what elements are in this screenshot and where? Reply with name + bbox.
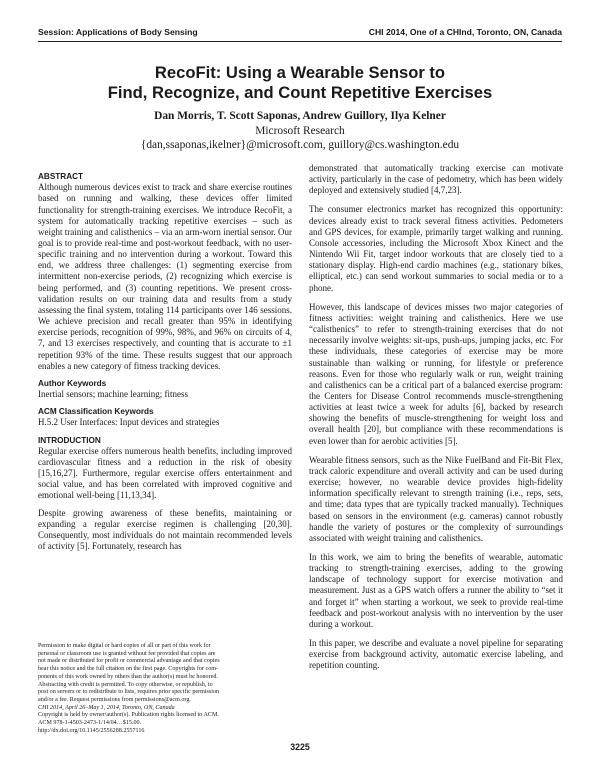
introduction-paragraph: Despite growing awareness of these benefits, maintaining or expanding a regular exercise regimen is challenging [20,30]. Consequently, most individuals do not maintain recommended levels of activity [5]. Fortunately, research has xyxy=(38,507,292,552)
footnote-line: Abstracting with credit is permitted. To copy otherwise, or republish, to xyxy=(38,681,213,688)
paper-title-line-2: Find, Recognize, and Count Repetitive Exercises xyxy=(107,83,493,102)
footnote-line: http://dx.doi.org/10.1145/2556288.2557116 xyxy=(38,727,145,734)
footnote-line: not made or distributed for profit or commercial advantage and that copies xyxy=(38,658,220,665)
body-paragraph: demonstrated that automatically tracking exercise can motivate activity, particularly in the case of pedometry, which has been widely deployed and extensively studied [4,7,23]. xyxy=(309,163,563,196)
footnote-line: post on servers or to redistribute to lists, requires prior specific permission xyxy=(38,689,220,696)
body-paragraph: Wearable fitness sensors, such as the Nike FuelBand and Fit-Bit Flex, track caloric expenditure and overall activity and can be used during exercise; however, no wearable device provides high-fidelity information specifically relevant to strength training (i.e., reps, sets, and time; data types that are typically tracked manually). Techniques based on sensors in the environment (e.g. cameras) cannot robustly handle the variety of postures or the complexity of surroundings associated with weight training and calisthenics. xyxy=(309,454,563,543)
classification-heading: ACM Classification Keywords xyxy=(38,407,154,417)
body-paragraph: The consumer electronics market has recognized this opportunity: devices already exist to track several fitness activities. Pedometers and GPS devices, for example, primarily target walking and running. Console accessories, including the Microsoft Xbox Kinect and the Nintendo Wii Fit, target indoor workouts that are closely tied to a stationary display. High-end cardio machines (e.g., stationary bikes, elliptical, etc.) can send workout summaries to social media or to a phone. xyxy=(309,204,563,293)
copyright-footnote xyxy=(38,643,294,735)
running-header-conference: CHI 2014, One of a CHInd, Toronto, ON, Canada xyxy=(368,27,562,37)
footnote-line: bear this notice and the full citation on the first page. Copyrights for com- xyxy=(38,666,219,673)
body-paragraph: However, this landscape of devices misses two major categories of fitness activities: weight training and calisthenics. Here we use “calisthenics” to refer to strength-training exercises that do not necessarily involve weights: sit-ups, push-ups, jumping jacks, etc. For these individuals, these categories of exercise may be more sustainable than walking or running, for lifestyle or preference reasons. Even for those who regularly walk or run, weight training and calisthenics can be a critical part of a balanced exercise program: the Centers for Disease Control recommends muscle-strengthening activities at least twice a week for adults [6], backed by research showing the benefits of muscle-strengthening for weight loss and overall health [20], but compliance with these recommendations is even lower than for aerobic activities [5]. xyxy=(309,301,563,446)
right-column xyxy=(309,163,563,680)
body-paragraph: In this paper, we describe and evaluate a novel pipeline for separating exercise from background activity, automatic exercise labeling, and repetition counting. xyxy=(309,638,563,671)
keywords-heading: Author Keywords xyxy=(38,378,107,388)
footnote-line: and/or a fee. Request permissions from permissions@acm.org. xyxy=(38,696,191,703)
footnote-line: ponents of this work owned by others than the author(s) must be honored. xyxy=(38,673,218,680)
keywords-text: Inertial sensors; machine learning; fitness xyxy=(38,389,188,400)
header-rule xyxy=(38,41,562,42)
footnote-line: personal or classroom use is granted without fee provided that copies are xyxy=(38,650,216,657)
footnote-line: Permission to make digital or hard copies of all or part of this work for xyxy=(38,643,211,649)
introduction-heading: INTRODUCTION xyxy=(38,435,101,445)
paper-title-line-1: RecoFit: Using a Wearable Sensor to xyxy=(154,63,446,82)
author-emails: {dan,ssaponas,ikelner}@microsoft.com, guillory@cs.washington.edu xyxy=(140,139,460,151)
footnote-line: CHI 2014, April 26–May 1, 2014, Toronto, ON, Canada xyxy=(38,704,175,711)
running-header-session: Session: Applications of Body Sensing xyxy=(38,27,198,37)
footnote-line: ACM 978-1-4503-2473-1/14/04…$15.00. xyxy=(38,720,142,727)
left-column xyxy=(38,171,292,558)
author-names: Dan Morris, T. Scott Saponas, Andrew Guillory, Ilya Kelner xyxy=(154,110,446,122)
page-number: 3225 xyxy=(290,742,310,752)
footnote-line: Copyright is held by owner/author(s). Publication rights licensed to ACM. xyxy=(38,712,219,719)
abstract-heading: ABSTRACT xyxy=(38,172,84,181)
author-block xyxy=(38,109,562,153)
introduction-paragraph: Regular exercise offers numerous health benefits, including improved cardiovascular fitness and a reduction in the risk of obesity [15,16,27]. Furthermore, regular exercise offers entertainment and social value, and has been correlated with improved cognitive and emotional well-being [11,13,34]. xyxy=(38,445,292,501)
paper-title xyxy=(38,63,562,103)
body-paragraph: In this work, we aim to bring the benefits of wearable, automatic tracking to strength-training exercises, adding to the growing landscape of technology support for exercise motivation and measurement. Just as a GPS watch offers a runner the ability to “set it and forget it” when starting a workout, we seek to provide real-time feedback and post-workout analysis with no intervention by the user during a workout. xyxy=(309,552,563,629)
classification-text: H.5.2 User Interfaces: Input devices and strategies xyxy=(38,417,220,428)
author-affiliation: Microsoft Research xyxy=(255,124,345,137)
abstract-text: Although numerous devices exist to track and share exercise routines based on running and walking, these devices offer limited functionality for strength-training exercises. We introduce RecoFit, a system for automatically tracking repetitive exercises – such as weight training and calisthenics – via an arm-worn inertial sensor. Our goal is to provide real-time and post-workout feedback, with no user-specific training and no intervention during a workout. Toward this end, we address three challenges: (1) segmenting exercise from intermittent non-exercise periods, (2) recognizing which exercise is being performed, and (3) counting repetitions. We present cross-validation results on our training data and results from a study assessing the final system, totaling 114 participants over 146 sessions. We achieve precision and recall greater than 95% in identifying exercise periods, recognition of 99%, 98%, and 96% on circuits of 4, 7, and 13 exercises respectively, and counting that is accurate to ±1 repetition 93% of the time. These results suggest that our approach enables a new category of fitness tracking devices. xyxy=(38,182,292,371)
